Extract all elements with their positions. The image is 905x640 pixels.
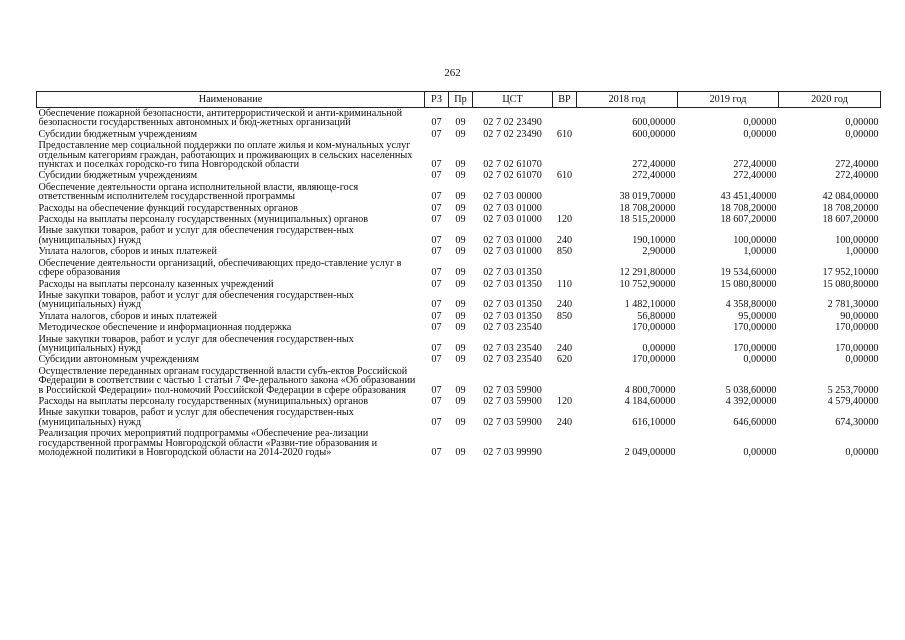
cell-pr: 09 — [455, 267, 466, 279]
cell-rz: 07 — [431, 202, 442, 214]
table-row — [37, 108, 881, 129]
table-row — [37, 311, 881, 322]
cell-cst: 02 7 03 23540 — [483, 354, 542, 366]
col-header-name: Наименование — [37, 92, 425, 108]
col-header-pr: Пр — [449, 92, 473, 108]
table-row — [37, 396, 881, 407]
cell-name: Реализация прочих мероприятий подпрограммы «Обеспечение реа-лизации государственной программы Новгородской области «Разви-тие образования и молодежной политики в Новгородской области на 2014-2020 годы» — [38, 428, 378, 458]
cell-pr: 09 — [455, 170, 466, 182]
cell-2019: 0,00000 — [743, 117, 777, 129]
cell-2019: 4 358,80000 — [725, 299, 777, 311]
cell-2018: 12 291,80000 — [619, 267, 676, 279]
cell-2019: 0,00000 — [743, 128, 777, 140]
cell-rz: 07 — [431, 117, 442, 129]
cell-name: Осуществление переданных органам государственной власти субъ-ектов Российской Федерации в соответствии с частью 1 статьи 7 Фе-дерального закона «Об образовании в Российской Федерации» пол-номочий Российской Федерации в сфере образования — [38, 365, 416, 396]
cell-cst: 02 7 03 01000 — [483, 246, 542, 258]
cell-vr: 240 — [556, 234, 573, 246]
cell-pr: 09 — [455, 234, 466, 246]
cell-2020: 272,40000 — [835, 159, 879, 171]
cell-2018: 272,40000 — [632, 159, 676, 171]
cell-2018: 56,80000 — [637, 310, 676, 322]
cell-vr — [553, 182, 577, 203]
cell-rz: 07 — [431, 234, 442, 246]
cell-vr — [553, 428, 577, 458]
cell-2018: 18 708,20000 — [619, 202, 676, 214]
cell-pr: 09 — [455, 384, 466, 396]
cell-vr — [553, 140, 577, 170]
cell-cst: 02 7 03 01000 — [483, 214, 542, 226]
cell-2019: 18 607,20000 — [720, 214, 777, 226]
cell-2020: 0,00000 — [845, 117, 879, 129]
table-row — [37, 140, 881, 170]
col-header-vr: ВР — [553, 92, 577, 108]
cell-2018: 616,10000 — [632, 416, 676, 428]
cell-pr: 09 — [455, 395, 466, 407]
cell-2019: 95,00000 — [738, 310, 777, 322]
cell-name: Субсидии бюджетным учреждениям — [38, 170, 198, 182]
cell-vr: 120 — [556, 214, 573, 226]
cell-pr: 09 — [455, 447, 466, 458]
cell-pr: 09 — [455, 342, 466, 354]
cell-2020: 5 253,70000 — [827, 384, 879, 396]
cell-name: Уплата налогов, сборов и иных платежей — [38, 310, 217, 322]
col-header-rz: РЗ — [425, 92, 449, 108]
table-row — [37, 214, 881, 225]
cell-2020: 170,00000 — [835, 342, 879, 354]
cell-2020: 15 080,80000 — [822, 278, 879, 290]
cell-vr — [553, 322, 577, 333]
cell-vr: 240 — [556, 299, 573, 311]
table-header — [37, 92, 881, 108]
table-row — [37, 428, 881, 458]
table-row — [37, 170, 881, 181]
cell-2020: 18 607,20000 — [822, 214, 879, 226]
cell-2020: 100,00000 — [835, 234, 879, 246]
table-row — [37, 366, 881, 396]
table-row — [37, 290, 881, 311]
cell-name: Предоставление мер социальной поддержки по оплате жилья и ком-мунальных услуг отдельным категориям граждан, работающих и проживающих в сельских населенных пунктах и поселках городско-го типа Новгородской области — [38, 140, 413, 171]
cell-cst: 02 7 03 01000 — [483, 234, 542, 246]
cell-name: Расходы на обеспечение функций государственных органов — [38, 202, 298, 214]
cell-vr: 620 — [556, 354, 573, 366]
cell-2019: 19 534,60000 — [720, 267, 777, 279]
cell-rz: 07 — [431, 299, 442, 311]
cell-name: Расходы на выплаты персоналу государственных (муниципальных) органов — [38, 395, 369, 407]
cell-name: Иные закупки товаров, работ и услуг для обеспечения государствен-ных (муниципальных) нужд — [38, 225, 354, 246]
table-row — [37, 129, 881, 140]
cell-vr: 850 — [556, 310, 573, 322]
cell-2018: 272,40000 — [632, 170, 676, 182]
cell-vr: 240 — [556, 416, 573, 428]
cell-rz: 07 — [431, 214, 442, 226]
cell-name: Субсидии автономным учреждениям — [38, 354, 199, 366]
cell-2019: 1,00000 — [743, 246, 777, 258]
cell-2018: 4 184,60000 — [624, 395, 676, 407]
cell-vr: 610 — [556, 170, 573, 182]
cell-rz: 07 — [431, 278, 442, 290]
cell-cst: 02 7 03 01350 — [483, 299, 542, 311]
cell-vr — [553, 203, 577, 214]
cell-name: Обеспечение пожарной безопасности, антитеррористической и анти-криминальной безопасности государственных автономных и бюд-жетных организаций — [38, 108, 403, 129]
cell-2018: 170,00000 — [632, 354, 676, 366]
cell-cst: 02 7 03 59900 — [483, 416, 542, 428]
cell-pr: 09 — [455, 117, 466, 129]
cell-2020: 4 579,40000 — [827, 395, 879, 407]
cell-2019: 272,40000 — [733, 170, 777, 182]
cell-2019: 646,60000 — [733, 416, 777, 428]
cell-cst: 02 7 02 23490 — [483, 117, 542, 129]
table-row — [37, 246, 881, 257]
cell-cst: 02 7 03 23540 — [483, 342, 542, 354]
cell-vr: 120 — [556, 395, 573, 407]
table-row — [37, 279, 881, 290]
cell-pr: 09 — [455, 246, 466, 258]
cell-cst: 02 7 02 23490 — [483, 128, 542, 140]
cell-rz: 07 — [431, 310, 442, 322]
cell-rz: 07 — [431, 384, 442, 396]
cell-2019: 170,00000 — [733, 342, 777, 354]
cell-pr: 09 — [455, 202, 466, 214]
cell-2020: 17 952,10000 — [822, 267, 879, 279]
col-header-2020: 2020 год — [779, 92, 881, 108]
cell-pr: 09 — [455, 191, 466, 203]
cell-2020: 0,00000 — [845, 128, 879, 140]
cell-name: Иные закупки товаров, работ и услуг для обеспечения государствен-ных (муниципальных) нужд — [38, 333, 354, 354]
cell-cst: 02 7 02 61070 — [483, 170, 542, 182]
cell-pr: 09 — [455, 128, 466, 140]
table-row — [37, 322, 881, 333]
cell-pr: 09 — [455, 354, 466, 366]
table-row — [37, 203, 881, 214]
cell-pr: 09 — [455, 159, 466, 171]
cell-cst: 02 7 02 61070 — [483, 159, 542, 171]
cell-cst: 02 7 03 59900 — [483, 395, 542, 407]
cell-rz: 07 — [431, 170, 442, 182]
cell-rz: 07 — [431, 128, 442, 140]
cell-2018: 190,10000 — [632, 234, 676, 246]
cell-name: Иные закупки товаров, работ и услуг для обеспечения государствен-ных (муниципальных) нужд — [38, 289, 354, 311]
cell-2019: 4 392,00000 — [725, 395, 777, 407]
table-row — [37, 258, 881, 279]
table-body — [37, 108, 881, 459]
cell-2020: 272,40000 — [835, 170, 879, 182]
cell-cst: 02 7 03 59900 — [483, 384, 542, 396]
cell-cst: 02 7 03 23540 — [483, 322, 542, 334]
cell-2019: 170,00000 — [733, 322, 777, 334]
cell-2018: 2 049,00000 — [624, 447, 676, 458]
cell-cst: 02 7 03 01350 — [483, 278, 542, 290]
cell-pr: 09 — [455, 310, 466, 322]
cell-vr — [553, 258, 577, 279]
cell-2018: 0,00000 — [642, 342, 676, 354]
cell-vr — [553, 108, 577, 129]
cell-2018: 170,00000 — [632, 322, 676, 334]
cell-2019: 15 080,80000 — [720, 278, 777, 290]
cell-2018: 1 482,10000 — [624, 299, 676, 311]
cell-pr: 09 — [455, 416, 466, 428]
page-number: 262 — [444, 67, 461, 79]
cell-2019: 272,40000 — [733, 159, 777, 171]
cell-rz: 07 — [431, 342, 442, 354]
cell-2018: 38 019,70000 — [619, 191, 676, 203]
table-row — [37, 225, 881, 246]
cell-pr: 09 — [455, 322, 466, 334]
cell-2018: 600,00000 — [632, 128, 676, 140]
cell-2020: 0,00000 — [845, 447, 879, 458]
cell-2018: 18 515,20000 — [619, 214, 676, 226]
cell-name: Методическое обеспечение и информационная поддержка — [38, 322, 292, 334]
cell-cst: 02 7 03 01350 — [483, 310, 542, 322]
table-row — [37, 407, 881, 428]
cell-cst: 02 7 03 00000 — [483, 191, 542, 203]
table-row — [37, 334, 881, 355]
cell-rz: 07 — [431, 447, 442, 458]
cell-2019: 0,00000 — [743, 447, 777, 458]
cell-pr: 09 — [455, 214, 466, 226]
cell-2019: 0,00000 — [743, 354, 777, 366]
cell-cst: 02 7 03 99990 — [483, 447, 542, 458]
col-header-cst: ЦСТ — [473, 92, 553, 108]
cell-name: Расходы на выплаты персоналу казенных учреждений — [38, 278, 274, 290]
cell-2019: 5 038,60000 — [725, 384, 777, 396]
cell-pr: 09 — [455, 278, 466, 290]
cell-2020: 18 708,20000 — [822, 202, 879, 214]
cell-2020: 674,30000 — [835, 416, 879, 428]
budget-table — [36, 91, 881, 458]
cell-name: Обеспечение деятельности организаций, обеспечивающих предо-ставление услуг в сфере образования — [38, 257, 402, 279]
cell-2020: 42 084,00000 — [822, 191, 879, 203]
cell-rz: 07 — [431, 246, 442, 258]
cell-name: Уплата налогов, сборов и иных платежей — [38, 246, 217, 258]
cell-2018: 600,00000 — [632, 117, 676, 129]
cell-cst: 02 7 03 01350 — [483, 267, 542, 279]
table-row — [37, 182, 881, 203]
cell-2020: 2 781,30000 — [827, 299, 879, 311]
cell-2019: 18 708,20000 — [720, 202, 777, 214]
cell-2020: 90,00000 — [840, 310, 879, 322]
cell-vr: 110 — [557, 278, 572, 290]
cell-vr: 240 — [556, 342, 573, 354]
cell-2020: 170,00000 — [835, 322, 879, 334]
cell-2019: 100,00000 — [733, 234, 777, 246]
cell-cst: 02 7 03 01000 — [483, 202, 542, 214]
cell-2018: 4 800,70000 — [624, 384, 676, 396]
cell-2019: 43 451,40000 — [720, 191, 777, 203]
cell-name: Обеспечение деятельности органа исполнительной власти, являюще-гося ответственным исполнителем государственной программы — [38, 181, 359, 203]
cell-rz: 07 — [431, 159, 442, 171]
cell-2020: 1,00000 — [845, 246, 879, 258]
col-header-2018: 2018 год — [577, 92, 678, 108]
cell-name: Субсидии бюджетным учреждениям — [38, 128, 198, 140]
cell-rz: 07 — [431, 416, 442, 428]
cell-rz: 07 — [431, 191, 442, 203]
cell-2020: 0,00000 — [845, 354, 879, 366]
cell-rz: 07 — [431, 322, 442, 334]
cell-pr: 09 — [455, 299, 466, 311]
cell-name: Расходы на выплаты персоналу государственных (муниципальных) органов — [38, 214, 369, 226]
cell-2018: 2,90000 — [642, 246, 676, 258]
cell-name: Иные закупки товаров, работ и услуг для обеспечения государствен-ных (муниципальных) нужд — [38, 407, 354, 428]
cell-rz: 07 — [431, 395, 442, 407]
cell-vr: 610 — [556, 128, 573, 140]
cell-vr — [553, 366, 577, 396]
cell-rz: 07 — [431, 267, 442, 279]
table-row — [37, 354, 881, 365]
cell-2018: 10 752,90000 — [619, 278, 676, 290]
cell-rz: 07 — [431, 354, 442, 366]
col-header-2019: 2019 год — [678, 92, 779, 108]
cell-vr: 850 — [556, 246, 573, 258]
